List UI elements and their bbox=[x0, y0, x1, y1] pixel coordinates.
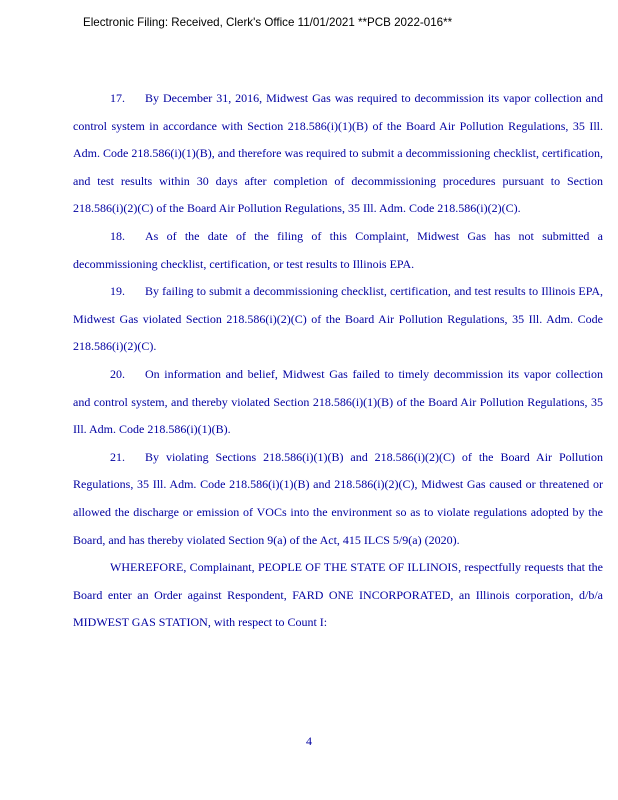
paragraph-17 bbox=[73, 85, 603, 223]
paragraph-text: On information and belief, Midwest Gas failed to timely decommission its vapor collection and control system, and thereby violated Section 218.586(i)(1)(B) of the Board Air Pollution Regulations, 35 Ill. Adm. Code 218.586(i)(1)(B). bbox=[73, 366, 603, 437]
document-body bbox=[73, 85, 603, 637]
wherefore-paragraph bbox=[73, 554, 603, 637]
paragraph-number: 21. bbox=[110, 449, 125, 464]
page-number: 4 bbox=[306, 734, 312, 748]
wherefore-text: WHEREFORE, Complainant, PEOPLE OF THE STATE OF ILLINOIS, respectfully requests that the Board enter an Order against Respondent, FARD ONE INCORPORATED, an Illinois corporation, d/b/a MIDWEST GAS STATION, with respect to Count I: bbox=[73, 560, 603, 630]
paragraph-20 bbox=[73, 361, 603, 444]
paragraph-number: 18. bbox=[110, 228, 125, 243]
paragraph-18 bbox=[73, 223, 603, 278]
filing-stamp: Electronic Filing: Received, Clerk's Office 11/01/2021 **PCB 2022-016** bbox=[83, 16, 453, 29]
paragraph-text: As of the date of the filing of this Complaint, Midwest Gas has not submitted a decommissioning checklist, certification, or test results to Illinois EPA. bbox=[73, 228, 603, 271]
paragraph-21 bbox=[73, 444, 603, 554]
paragraph-number: 19. bbox=[110, 284, 125, 299]
paragraph-number: 20. bbox=[110, 366, 125, 381]
paragraph-text: By violating Sections 218.586(i)(1)(B) and 218.586(i)(2)(C) of the Board Air Pollution Regulations, 35 Ill. Adm. Code 218.586(i)(1)(B) and 218.586(i)(2)(C), Midwest Gas caused or threatened or allowed the discharge or emission of VOCs into the environment so as to violate regulations adopted by the Board, and has thereby violated Section 9(a) of the Act, 415 ILCS 5/9(a) (2020). bbox=[73, 449, 603, 547]
paragraph-number: 17. bbox=[110, 91, 125, 105]
paragraph-text: By December 31, 2016, Midwest Gas was required to decommission its vapor collection and control system in accordance with Section 218.586(i)(1)(B) of the Board Air Pollution Regulations, 35 Ill. Adm. Code 218.586(i)(1)(B), and therefore was required to submit a decommissioning checklist, certification, and test results within 30 days after completion of decommissioning procedures pursuant to Section 218.586(i)(2)(C) of the Board Air Pollution Regulations, 35 Ill. Adm. Code 218.586(i)(2)(C). bbox=[73, 91, 603, 216]
paragraph-19 bbox=[73, 278, 603, 361]
paragraph-text: By failing to submit a decommissioning checklist, certification, and test results to Illinois EPA, Midwest Gas violated Section 218.586(i)(2)(C) of the Board Air Pollution Regulations, 35 Ill. Adm. Code 218.586(i)(2)(C). bbox=[73, 284, 603, 354]
